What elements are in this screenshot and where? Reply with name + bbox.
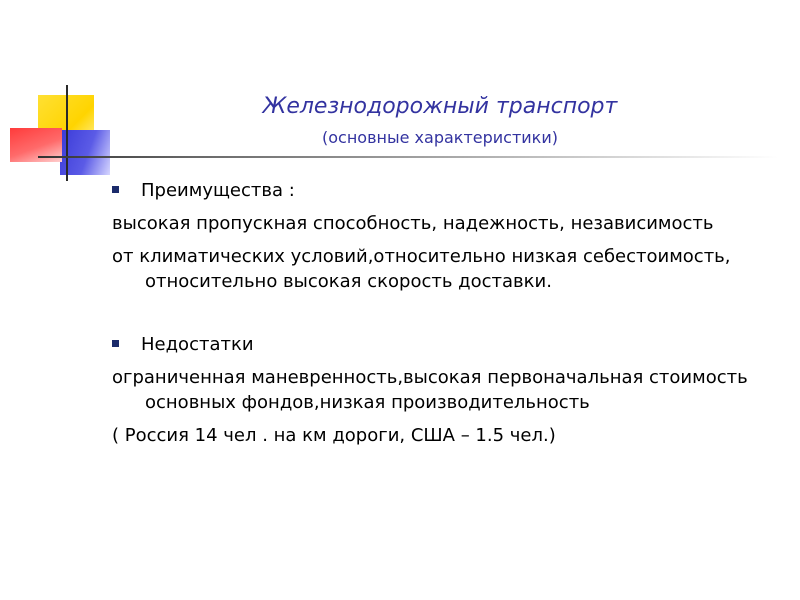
square-bullet-icon xyxy=(112,186,119,193)
disadvantages-line: ( Россия 14 чел . на км дороги, США – 1.5 чел.) xyxy=(112,425,556,446)
square-bullet-icon xyxy=(112,340,119,347)
advantages-line: высокая пропускная способность, надежность, независимость xyxy=(112,213,714,234)
disadvantages-heading-row xyxy=(110,332,782,357)
title-underline xyxy=(38,156,778,158)
slide-title: Железнодорожный транспорт xyxy=(262,94,618,119)
advantages-heading: Преимущества : xyxy=(141,180,295,201)
advantages-heading-row xyxy=(110,178,782,203)
slide-body xyxy=(112,178,782,448)
disadvantages-heading: Недостатки xyxy=(141,334,254,355)
advantages-line: от климатических условий,относительно низкая себестоимость, относительно высокая скорость доставки. xyxy=(112,246,731,292)
slide-subtitle: (основные характеристики) xyxy=(322,128,558,147)
disadvantages-line: ограниченная маневренность,высокая первоначальная стоимость основных фондов,низкая производительность xyxy=(112,367,748,413)
logo-vertical-line xyxy=(66,85,68,181)
